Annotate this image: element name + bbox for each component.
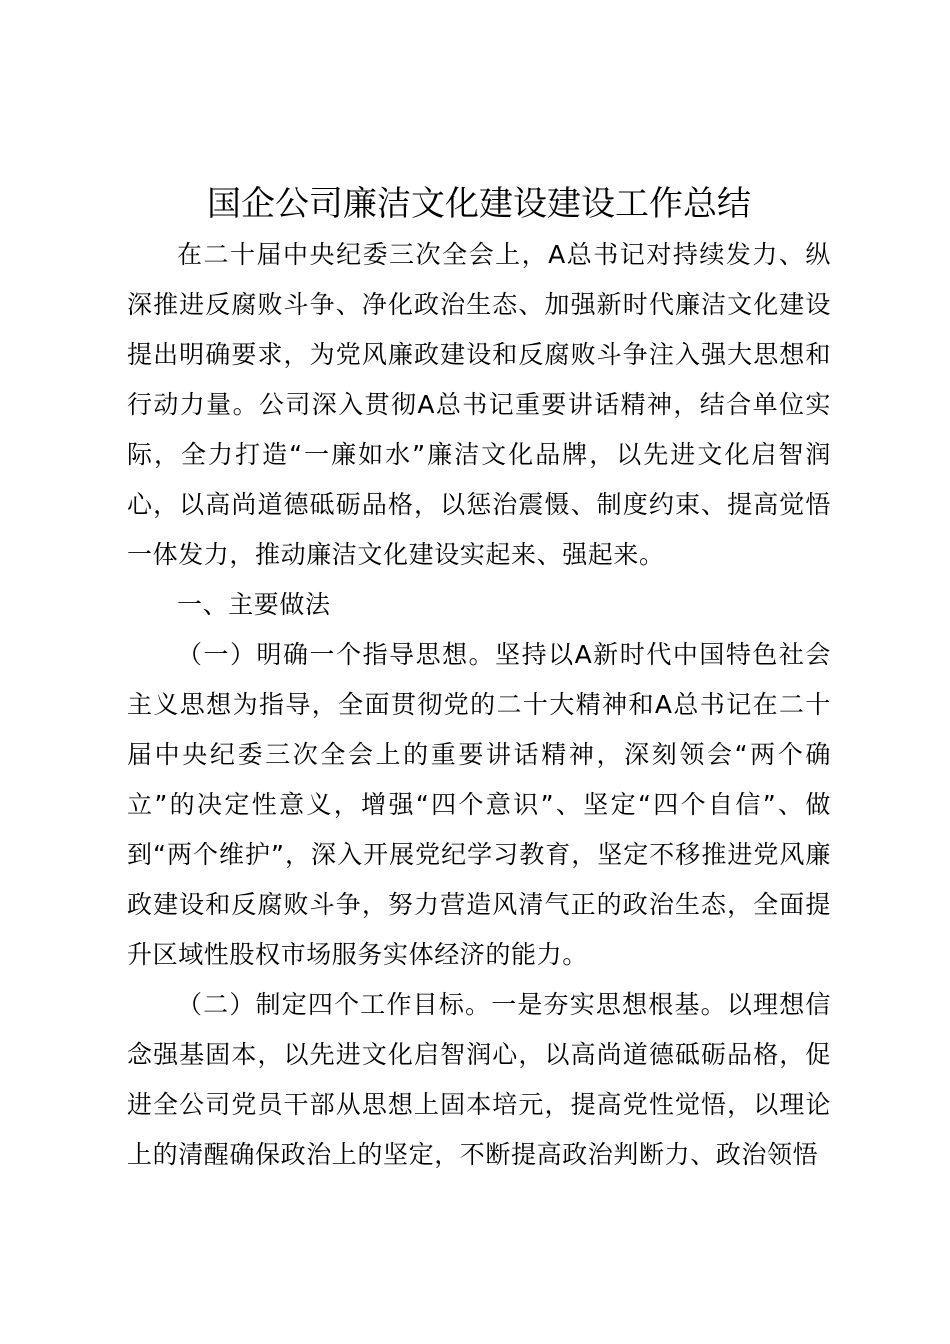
paragraph-guiding-thought: （一）明确一个指导思想。坚持以A新时代中国特色社会主义思想为指导，全面贯彻党的二十大精神和A总书记在二十届中央纪委三次全会上的重要讲话精神，深刻领会“两个确立”的决定性意义，增强“四个意识”、坚定“四个自信”、做到“两个维护”，深入开展党纪学习教育，坚定不移推进党风廉政建设和反腐败斗争，努力营造风清气正的政治生态，全面提升区域性股权市场服务实体经济的能力。 (127, 640, 831, 969)
paragraph-work-goals: （二）制定四个工作目标。一是夯实思想根基。以理想信念强基固本，以先进文化启智润心，以高尚道德砥砺品格，促进全公司党员干部从思想上固本培元，提高党性觉悟，以理论上的清醒确保政治上的坚定，不断提高政治判断力、政治领悟 (127, 990, 831, 1169)
document-title: 国企公司廉洁文化建设建设工作总结 (207, 184, 751, 224)
paragraph-intro: 在二十届中央纪委三次全会上，A总书记对持续发力、纵深推进反腐败斗争、净化政治生态、加强新时代廉洁文化建设提出明确要求，为党风廉政建设和反腐败斗争注入强大思想和行动力量。公司深入贯彻A总书记重要讲话精神，结合单位实际，全力打造“一廉如水”廉洁文化品牌，以先进文化启智润心，以高尚道德砥砺品格，以惩治震慑、制度约束、提高觉悟一体发力，推动廉洁文化建设实起来、强起来。 (127, 240, 831, 569)
document-page (127, 178, 831, 1180)
section-heading-main-practices: 一、主要做法 (177, 590, 331, 619)
